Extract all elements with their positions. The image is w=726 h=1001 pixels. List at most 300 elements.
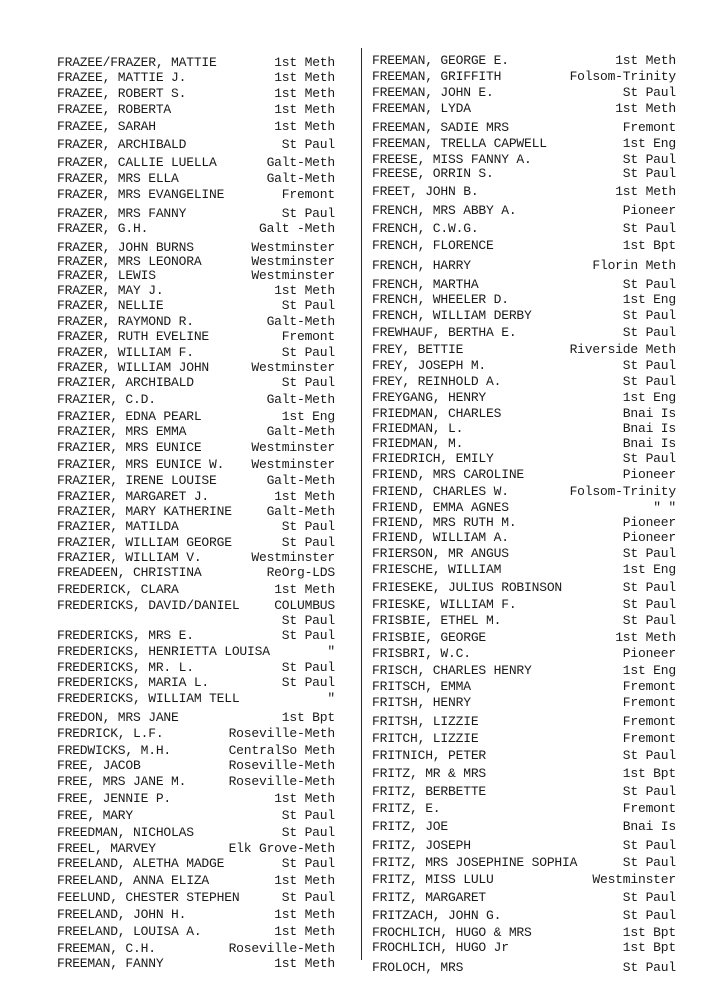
entry-name: FRITNICH, PETER [372,748,487,763]
directory-entry [57,268,335,284]
directory-entry [57,171,335,187]
entry-church: 1st Meth [274,956,335,971]
directory-entry [372,136,676,152]
directory-entry [57,206,335,222]
directory-entry [57,825,335,841]
entry-church: 1st Meth [615,53,676,68]
entry-name: FRENCH, C.W.G. [372,221,479,236]
directory-entry [57,137,335,153]
entry-church: St Paul [622,166,676,181]
directory-entry [372,695,676,711]
entry-name: FREELAND, ANNA ELIZA [57,873,210,888]
entry-name: FRAZER, RUTH EVELINE [57,329,210,344]
entry-name: FREEDMAN, NICHOLAS [57,825,194,840]
entry-name: FRAZER, WILLIAM JOHN [57,360,210,375]
entry-name: FREDRICK, L.F. [57,726,164,741]
directory-entry [372,85,676,101]
directory-entry [57,345,335,361]
entry-church: Bnai Is [622,421,676,436]
entry-name: FREDERICKS, MR. L. [57,660,194,675]
entry-name: FRAZER, LEWIS [57,268,156,283]
entry-church: St Paul [622,580,676,595]
directory-entry [57,924,335,940]
directory-entry [57,691,335,707]
entry-name: FRENCH, MRS ABBY A. [372,203,517,218]
entry-church: " " [653,500,676,515]
entry-name: FRITSH, HENRY [372,695,471,710]
entry-church: St Paul [622,221,676,236]
entry-name: FRAZER, RAYMOND R. [57,314,194,329]
entry-name: FRENCH, WILLIAM DERBY [372,308,532,323]
directory-entry [372,500,676,516]
entry-name: FRITZ, MISS LULU [372,872,494,887]
directory-entry [372,819,676,835]
directory-entry [57,221,335,237]
entry-church: St Paul [622,960,676,975]
directory-entry [57,660,335,676]
directory-entry [57,329,335,345]
directory-entry [372,925,676,941]
directory-entry [372,292,676,308]
entry-name: FRAZIER, C.D. [57,392,156,407]
entry-church: 1st Meth [615,101,676,116]
entry-church: Fremont [622,120,676,135]
entry-church: Pioneer [622,467,676,482]
directory-entry [57,314,335,330]
directory-entry [372,221,676,237]
entry-name: FREEMAN, JOHN E. [372,85,494,100]
directory-entry [372,546,676,562]
directory-entry [372,646,676,662]
entry-church: Galt-Meth [266,155,335,170]
directory-entry [57,283,335,299]
directory-entry [372,166,676,182]
entry-church: St Paul [281,856,335,871]
entry-church: St Paul [622,152,676,167]
entry-church: Pioneer [622,646,676,661]
entry-name: FRITZ, MR & MRS [372,766,487,781]
entry-name: FRITCH, LIZZIE [372,731,479,746]
entry-church: St Paul [622,277,676,292]
directory-entry [57,375,335,391]
entry-church: Galt-Meth [266,392,335,407]
entry-name: FRAZEE/FRAZER, MATTIE [57,55,217,70]
directory-entry [372,731,676,747]
entry-church: St Paul [622,85,676,100]
entry-name: FRENCH, MARTHA [372,277,479,292]
entry-church: Fremont [622,801,676,816]
directory-entry [372,467,676,483]
entry-church: Fremont [281,329,335,344]
entry-church: ReOrg-LDS [266,565,335,580]
entry-name: FRAZIER, MRS EMMA [57,424,187,439]
entry-church: St Paul [281,660,335,675]
entry-name: FRAZIER, MARY KATHERINE [57,504,232,519]
entry-church: St Paul [622,908,676,923]
entry-church: St Paul [622,855,676,870]
entry-church: St Paul [281,519,335,534]
entry-name: FRITZ, MRS JOSEPHINE SOPHIA [372,855,578,870]
directory-entry [372,120,676,136]
entry-name: FRITZ, E. [372,801,441,816]
entry-name: FRIEDRICH, EMILY [372,451,494,466]
entry-name: FREESE, ORRIN S. [372,166,494,181]
entry-church: Westminster [251,254,335,269]
directory-entry [57,102,335,118]
directory-entry [372,258,676,274]
entry-church: St Paul [622,546,676,561]
entry-church: St Paul [622,784,676,799]
directory-entry [372,940,676,956]
entry-name: FRAZEE, ROBERTA [57,102,172,117]
directory-entry [372,436,676,452]
directory-entry [57,856,335,872]
entry-church: Westminster [251,360,335,375]
entry-church: St Paul [281,808,335,823]
entry-church: Fremont [622,731,676,746]
directory-entry [372,714,676,730]
entry-church: St Paul [622,451,676,466]
entry-name: FRITZ, JOE [372,819,449,834]
directory-entry [57,710,335,726]
directory-entry [57,873,335,889]
entry-church: Galt -Meth [258,221,335,236]
entry-church: St Paul [622,613,676,628]
entry-name: FREDWICKS, M.H. [57,743,172,758]
entry-church: St Paul [281,137,335,152]
entry-church: 1st Meth [274,907,335,922]
entry-church: Westminster [251,550,335,565]
entry-name: FRITZ, BERBETTE [372,784,487,799]
entry-name: FREY, JOSEPH M. [372,358,487,373]
entry-name: FREE, JACOB [57,758,141,773]
directory-entry [57,489,335,505]
directory-entry [57,457,335,473]
directory-entry [372,855,676,871]
entry-name: FREEMAN, SADIE MRS [372,120,509,135]
directory-entry [372,530,676,546]
directory-entry [57,774,335,790]
entry-church: 1st Meth [274,924,335,939]
directory-entry [372,308,676,324]
entry-church: Pioneer [622,530,676,545]
entry-church: 1st Meth [274,489,335,504]
directory-entry [57,550,335,566]
entry-name: FREESE, MISS FANNY A. [372,152,532,167]
entry-church: St Paul [622,325,676,340]
entry-name: FRAZIER, IRENE LOUISE [57,473,217,488]
entry-church: Galt-Meth [266,504,335,519]
directory-entry [372,406,676,422]
directory-entry [372,784,676,800]
entry-church: St Paul [281,345,335,360]
directory-entry [372,421,676,437]
directory-entry [57,535,335,551]
directory-entry [372,277,676,293]
entry-name: FREELAND, ALETHA MADGE [57,856,225,871]
entry-church: 1st Bpt [622,766,676,781]
entry-church: Roseville-Meth [228,758,335,773]
entry-church: 1st Meth [274,86,335,101]
entry-church: St Paul [281,206,335,221]
entry-church: 1st Meth [274,55,335,70]
entry-church: Bnai Is [622,406,676,421]
directory-entry [372,890,676,906]
entry-church: St Paul [622,838,676,853]
directory-entry [372,451,676,467]
entry-church: Pioneer [622,515,676,530]
directory-entry [372,53,676,69]
entry-name: FRENCH, HARRY [372,258,471,273]
directory-entry [57,409,335,425]
entry-church: Galt-Meth [266,171,335,186]
directory-entry [57,55,335,71]
entry-name: FREADEEN, CHRISTINA [57,565,202,580]
directory-entry [372,484,676,500]
directory-entry [57,565,335,581]
column-divider [361,48,362,960]
directory-entry [57,70,335,86]
entry-name: FRISBIE, GEORGE [372,630,487,645]
directory-entry [57,392,335,408]
entry-church: Folsom-Trinity [569,484,676,499]
entry-name: FRAZER, MRS FANNY [57,206,187,221]
entry-church: Roseville-Meth [228,774,335,789]
entry-name: FREELAND, LOUISA A. [57,924,202,939]
entry-name: FRIEDMAN, M. [372,436,464,451]
directory-entry [57,743,335,759]
directory-entry [57,582,335,598]
directory-entry [57,155,335,171]
directory-entry [57,86,335,102]
entry-church: Roseville-Meth [228,941,335,956]
entry-name: FRIEND, EMMA AGNES [372,500,509,515]
entry-name: FRAZIER, MRS EUNICE W. [57,457,225,472]
entry-church: St Paul [281,298,335,313]
entry-name: FRIEND, MRS CAROLINE [372,467,525,482]
directory-entry [57,440,335,456]
entry-name: FRIEND, MRS RUTH M. [372,515,517,530]
entry-name: FRISCH, CHARLES HENRY [372,663,532,678]
entry-church: 1st Eng [622,390,676,405]
directory-entry [57,519,335,535]
entry-name: FRAZIER, MATILDA [57,519,179,534]
entry-church: 1st Bpt [622,238,676,253]
entry-church: St Paul [281,825,335,840]
entry-name: FREET, JOHN B. [372,184,479,199]
entry-name: FREEMAN, GRIFFITH [372,69,502,84]
entry-name: FROLOCH, MRS [372,960,464,975]
entry-name: FRIESCHE, WILLIAM [372,562,502,577]
entry-name: FRAZER, CALLIE LUELLA [57,155,217,170]
entry-name: FRAZER, MAY J. [57,283,164,298]
directory-entry [57,791,335,807]
directory-entry [57,907,335,923]
entry-name: FREDERICKS, WILLIAM TELL [57,691,240,706]
directory-entry [372,679,676,695]
entry-church: Roseville-Meth [228,726,335,741]
directory-entry [372,342,676,358]
directory-entry [57,360,335,376]
entry-church: Fremont [622,714,676,729]
directory-entry [372,748,676,764]
entry-church: St Paul [622,597,676,612]
entry-name: FRAZER, G.H. [57,221,149,236]
entry-church: COLUMBUS [274,598,335,613]
entry-name: FREE, MARY [57,808,134,823]
entry-church: Fremont [622,695,676,710]
entry-name: FRIEND, WILLIAM A. [372,530,509,545]
entry-church: 1st Meth [274,582,335,597]
entry-name: FRAZEE, MATTIE J. [57,70,187,85]
entry-name: FRAZER, NELLIE [57,298,164,313]
entry-name: FREDERICKS, HENRIETTA LOUISA [57,644,270,659]
directory-entry [372,374,676,390]
directory-entry [57,628,335,644]
entry-church: Bnai Is [622,819,676,834]
entry-church: 1st Meth [274,119,335,134]
entry-church: 1st Eng [622,663,676,678]
directory-entry [57,613,335,629]
directory-entry [372,184,676,200]
entry-church: St Paul [281,535,335,550]
entry-church: Westminster [251,268,335,283]
entry-church: St Paul [622,890,676,905]
entry-church: 1st Eng [622,136,676,151]
entry-name: FRAZIER, EDNA PEARL [57,409,202,424]
entry-name: FREYGANG, HENRY [372,390,487,405]
entry-church: St Paul [622,374,676,389]
entry-church: Pioneer [622,203,676,218]
entry-name: FREEMAN, FANNY [57,956,164,971]
directory-entry [372,69,676,85]
entry-name: FRAZER, MRS EVANGELINE [57,187,225,202]
entry-church: St Paul [281,628,335,643]
directory-entry [57,473,335,489]
entry-name: FRAZIER, MARGARET J. [57,489,210,504]
directory-entry [57,119,335,135]
entry-church: St Paul [281,675,335,690]
entry-name: FRAZER, ARCHIBALD [57,137,187,152]
entry-church: Galt-Meth [266,314,335,329]
entry-church: Galt-Meth [266,424,335,439]
directory-entry [372,908,676,924]
entry-church: Fremont [281,187,335,202]
directory-entry [372,238,676,254]
entry-name: FRAZER, MRS ELLA [57,171,179,186]
entry-church: 1st Bpt [622,925,676,940]
directory-entry [372,358,676,374]
directory-entry [372,613,676,629]
entry-name: FRITZ, MARGARET [372,890,487,905]
entry-name: FRITSCH, EMMA [372,679,471,694]
directory-entry [372,203,676,219]
entry-church: " [327,644,335,659]
entry-church: 1st Meth [615,184,676,199]
entry-name: FRIERSON, MR ANGUS [372,546,509,561]
directory-entry [372,597,676,613]
entry-church: Elk Grove-Meth [228,841,335,856]
entry-name: FREEMAN, GEORGE E. [372,53,509,68]
entry-church: 1st Eng [622,562,676,577]
entry-name: FREE, MRS JANE M. [57,774,187,789]
entry-name: FREDERICKS, MARIA L. [57,675,210,690]
entry-name: FRISBRI, W.C. [372,646,471,661]
entry-name: FRIEDMAN, L. [372,421,464,436]
entry-church: 1st Bpt [281,710,335,725]
directory-entry [372,515,676,531]
entry-name: FREY, BETTIE [372,342,464,357]
entry-name: FRITZ, JOSEPH [372,838,471,853]
entry-name: FRENCH, WHEELER D. [372,292,509,307]
entry-church: St Paul [622,308,676,323]
entry-name: FRAZEE, ROBERT S. [57,86,187,101]
directory-entry [372,325,676,341]
entry-name: FRAZIER, WILLIAM GEORGE [57,535,232,550]
directory-entry [372,766,676,782]
entry-name: FRISBIE, ETHEL M. [372,613,502,628]
directory-entry [372,872,676,888]
entry-church: 1st Meth [274,102,335,117]
directory-entry [372,663,676,679]
directory-entry [57,644,335,660]
entry-church: Folsom-Trinity [569,69,676,84]
entry-name: FRIEND, CHARLES W. [372,484,509,499]
entry-church: Westminster [251,457,335,472]
directory-entry [372,801,676,817]
entry-church: Westminster [251,440,335,455]
directory-entry [57,298,335,314]
directory-entry [372,838,676,854]
entry-church: St Paul [281,375,335,390]
entry-name: FRIESKE, WILLIAM F. [372,597,517,612]
entry-church: 1st Meth [274,791,335,806]
entry-name: FRENCH, FLORENCE [372,238,494,253]
entry-name: FRAZEE, SARAH [57,119,156,134]
directory-entry [57,424,335,440]
entry-name: FRITSH, LIZZIE [372,714,479,729]
entry-name: FREEMAN, TRELLA CAPWELL [372,136,547,151]
directory-entry [57,675,335,691]
entry-name: FRAZER, JOHN BURNS [57,240,194,255]
entry-church: 1st Eng [281,409,335,424]
directory-entry [57,187,335,203]
directory-entry [372,390,676,406]
entry-name: FRIESEKE, JULIUS ROBINSON [372,580,563,595]
directory-entry [57,808,335,824]
entry-name: FRAZIER, MRS EUNICE [57,440,202,455]
entry-church: Westminster [592,872,676,887]
entry-name: FRAZIER, WILLIAM V. [57,550,202,565]
entry-name: FRAZER, WILLIAM F. [57,345,194,360]
directory-entry [57,758,335,774]
entry-name: FROCHLICH, HUGO Jr [372,940,509,955]
entry-church: Fremont [622,679,676,694]
entry-name: FRAZIER, ARCHIBALD [57,375,194,390]
entry-church: St Paul [622,358,676,373]
entry-name: FROCHLICH, HUGO & MRS [372,925,532,940]
entry-church: 1st Meth [274,873,335,888]
entry-name: FREELAND, JOHN H. [57,907,187,922]
entry-name: FRIEDMAN, CHARLES [372,406,502,421]
directory-entry [57,956,335,972]
entry-church: 1st Meth [615,630,676,645]
entry-name: FEELUND, CHESTER STEPHEN [57,890,240,905]
entry-church: St Paul [281,890,335,905]
directory-entry [57,841,335,857]
directory-entry [57,890,335,906]
entry-name: FREDERICKS, MRS E. [57,628,194,643]
